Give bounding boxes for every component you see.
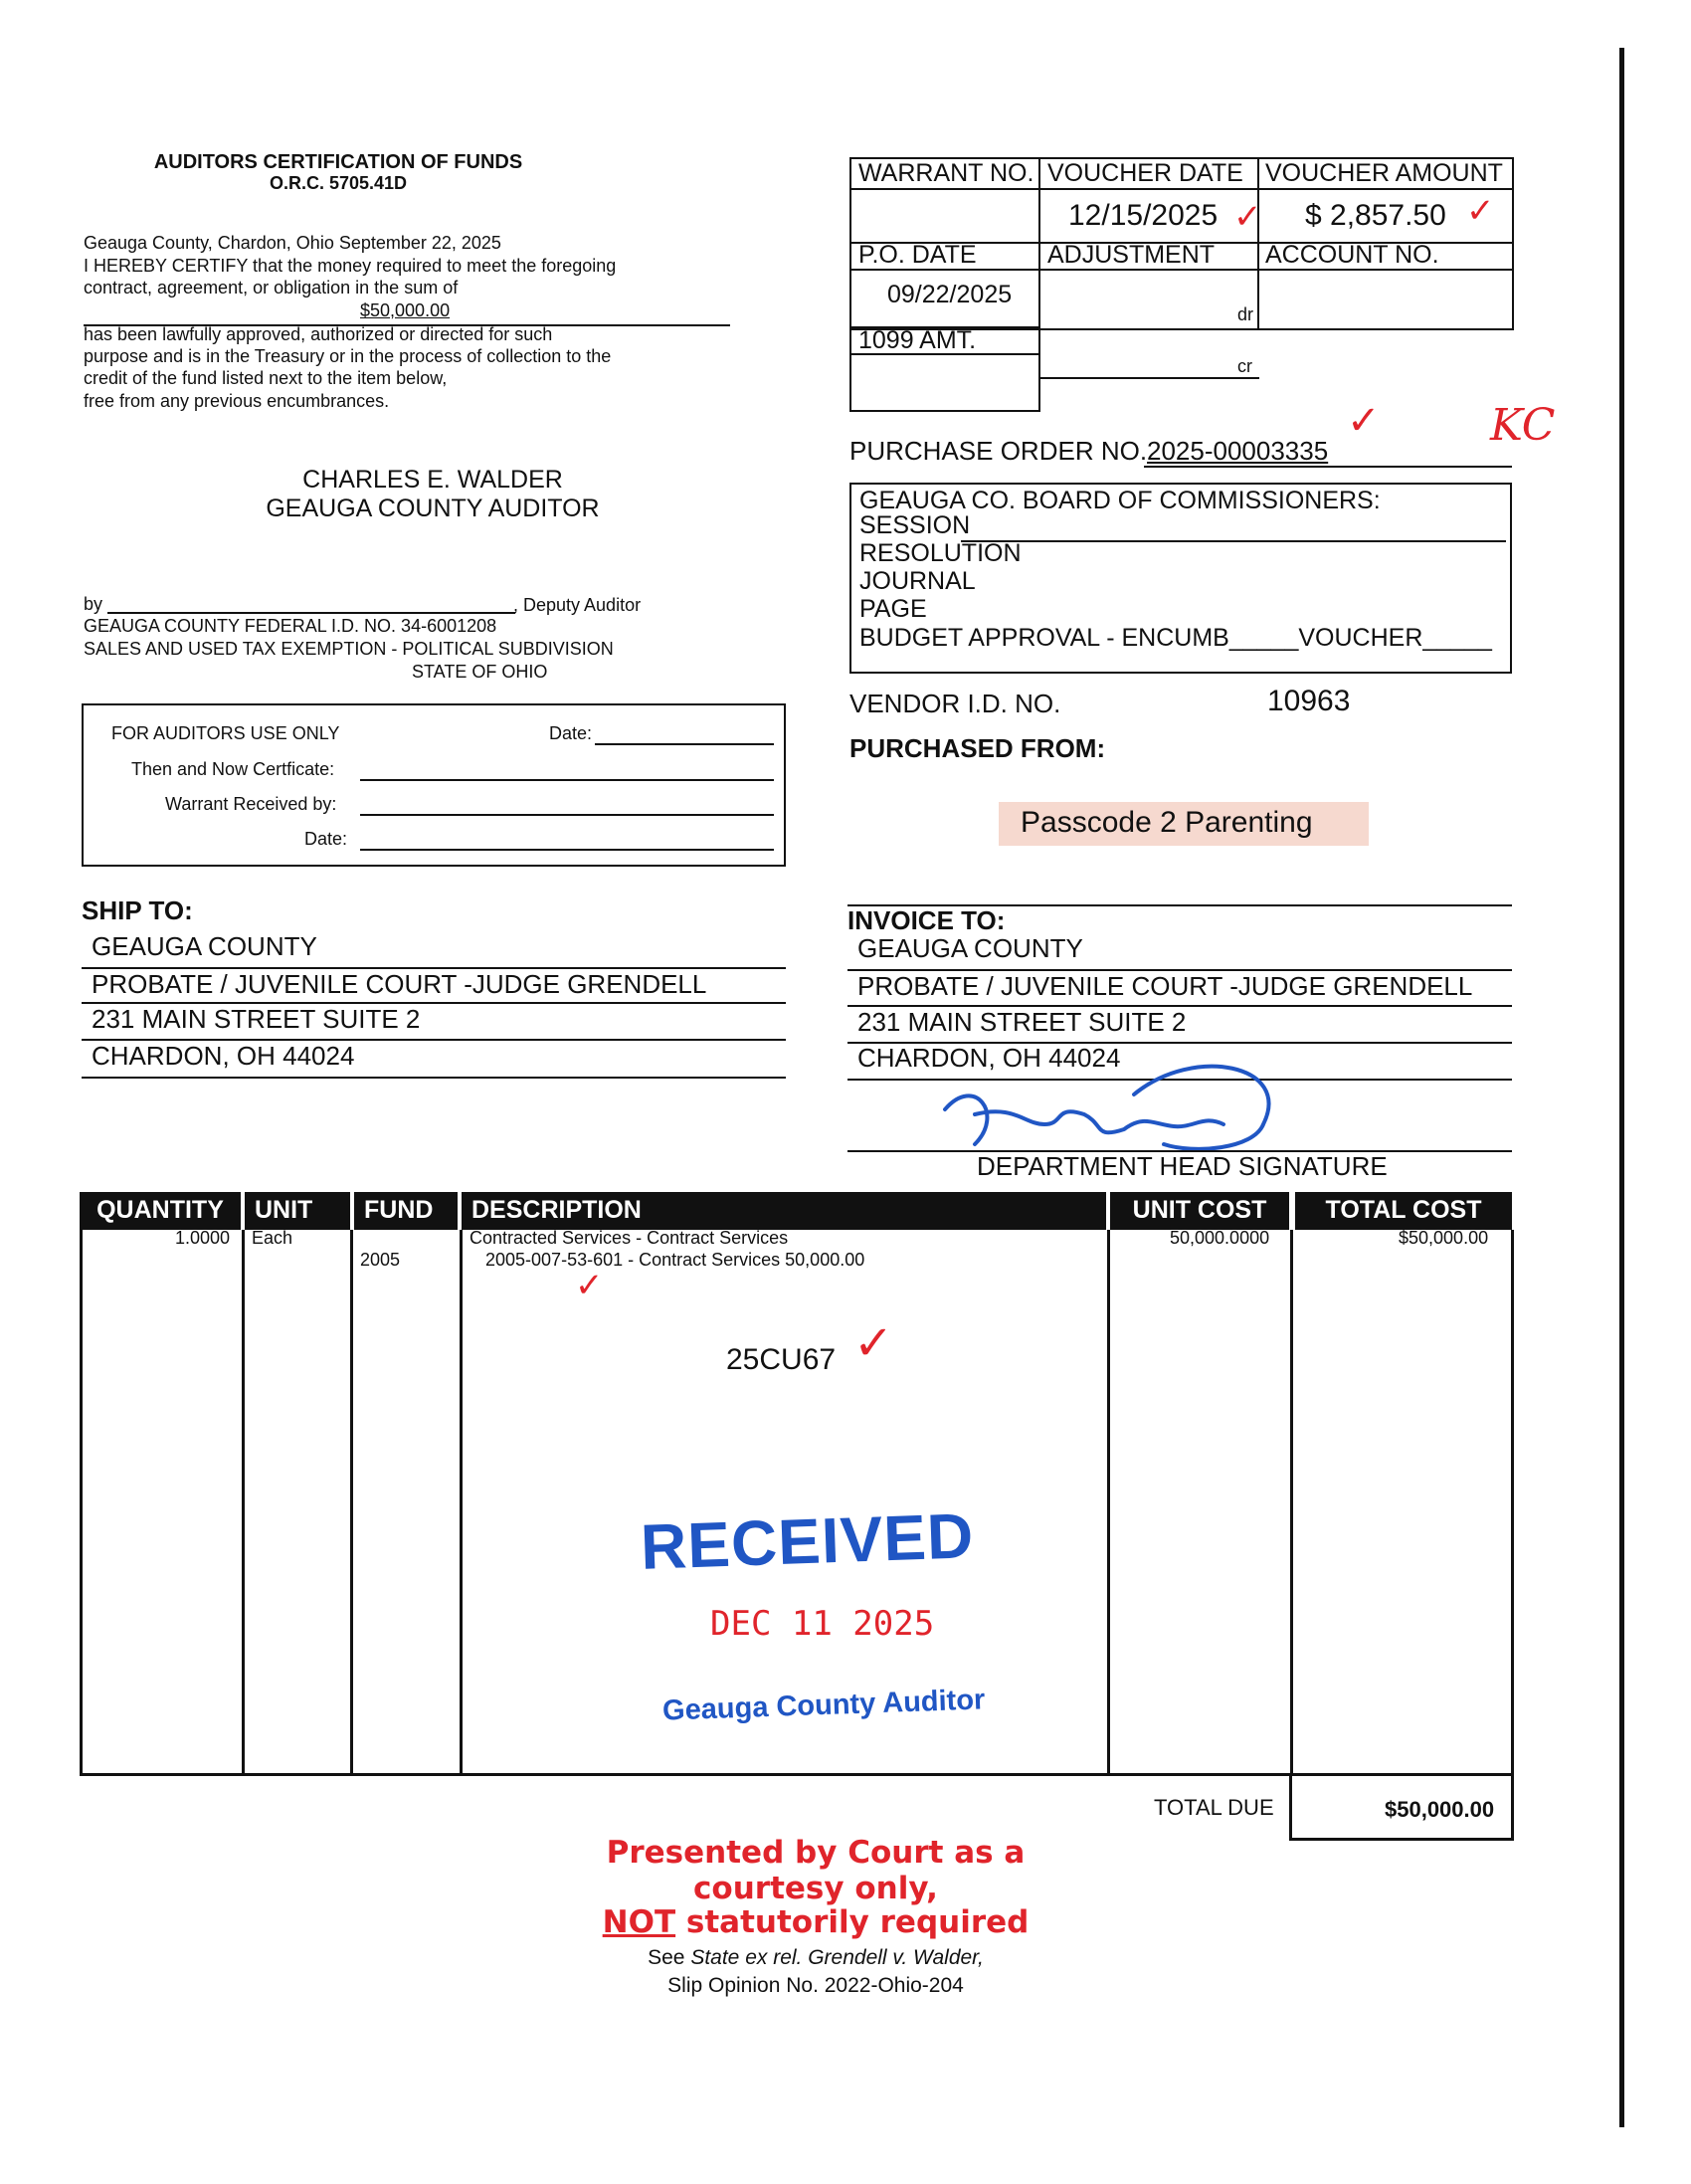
certification-place-date: Geauga County, Chardon, Ohio September 22, 2025 — [84, 233, 501, 253]
item-account-line: 2005-007-53-601 - Contract Services 50,000.00 — [485, 1250, 865, 1270]
voucher-date-label: VOUCHER DATE — [1047, 159, 1243, 187]
header-description: DESCRIPTION — [462, 1192, 1106, 1230]
adjustment-label: ADJUSTMENT — [1047, 241, 1216, 269]
vendor-name: Passcode 2 Parenting — [1021, 806, 1313, 839]
invoice-to-line3: 231 MAIN STREET SUITE 2 — [857, 1007, 1187, 1037]
auditors-use-box — [82, 703, 786, 867]
po-date-value: 09/22/2025 — [887, 281, 1013, 308]
commissioners-session-rule — [961, 540, 1506, 542]
header-quantity: QUANTITY — [80, 1192, 241, 1230]
court-note-not: NOT — [602, 1904, 676, 1940]
vendor-id-label: VENDOR I.D. NO. — [849, 689, 1061, 718]
item-unit-cost: 50,000.0000 — [1170, 1228, 1270, 1248]
commissioners-heading: GEAUGA CO. BOARD OF COMMISSIONERS: — [859, 487, 1381, 514]
certification-amount: $50,000.00 — [360, 300, 451, 320]
ship-to-line1: GEAUGA COUNTY — [92, 931, 317, 961]
court-note-line2: courtesy only, — [693, 1871, 938, 1906]
court-note-case: State ex rel. Grendell v. Walder, — [690, 1946, 984, 1969]
auditor-name: CHARLES E. WALDER — [302, 466, 563, 494]
code-check-mark: ✓ — [853, 1317, 894, 1370]
received-stamp-word: RECEIVED — [639, 1499, 976, 1583]
ship-to-label: SHIP TO: — [82, 895, 193, 925]
received-stamp-office: Geauga County Auditor — [661, 1684, 986, 1727]
auditors-date-label: Date: — [549, 723, 593, 743]
warrant-grid-col2 — [1257, 157, 1259, 330]
item-total-cost: $50,000.00 — [1399, 1228, 1489, 1248]
item-description: Contracted Services - Contract Services — [470, 1228, 789, 1248]
amt-1099-label: 1099 AMT. — [858, 326, 977, 354]
court-note-line1: Presented by Court as a — [606, 1835, 1026, 1871]
account-check-mark: ✓ — [575, 1267, 604, 1304]
court-note-see-line — [557, 1946, 1074, 1970]
certification-line3: has been lawfully approved, authorized or directed for such — [84, 324, 553, 344]
column-fund — [350, 1230, 463, 1775]
certification-line6: free from any previous encumbrances. — [84, 391, 390, 411]
commissioners-journal: JOURNAL — [859, 567, 976, 595]
certification-line2: contract, agreement, or obligation in the sum of — [84, 278, 459, 298]
court-note-see: See — [648, 1946, 691, 1969]
po-date-label: P.O. DATE — [858, 241, 977, 269]
adjustment-cr-line — [1038, 377, 1259, 379]
warrant-received-label: Warrant Received by: — [165, 794, 337, 814]
certification-title: AUDITORS CERTIFICATION OF FUNDS — [153, 151, 523, 173]
then-now-label: Then and Now Certficate: — [131, 759, 335, 779]
cr-label: cr — [1237, 356, 1252, 376]
state-of-ohio: STATE OF OHIO — [412, 662, 548, 682]
purchase-order-rule — [1144, 466, 1512, 468]
invoice-to-line4: CHARDON, OH 44024 — [857, 1043, 1121, 1073]
received-stamp-date: DEC 11 2025 — [710, 1604, 935, 1644]
auditors-date2-label: Date: — [304, 829, 348, 849]
column-quantity — [80, 1230, 245, 1775]
ship-to-line3: 231 MAIN STREET SUITE 2 — [92, 1004, 421, 1034]
court-note-line3-rest: statutorily required — [675, 1904, 1030, 1940]
auditors-use-heading: FOR AUDITORS USE ONLY — [111, 723, 340, 743]
account-no-label: ACCOUNT NO. — [1265, 241, 1439, 269]
handwritten-code: 25CU67 — [726, 1343, 837, 1376]
warrant-grid-row1 — [849, 188, 1514, 190]
then-now-line[interactable] — [360, 779, 774, 781]
header-fund: FUND — [354, 1192, 458, 1230]
scan-edge-line — [1619, 48, 1624, 2127]
warrant-grid-col1 — [1038, 157, 1040, 330]
invoice-to-line2: PROBATE / JUVENILE COURT -JUDGE GRENDELL — [857, 971, 1473, 1001]
certification-subtitle: O.R.C. 5705.41D — [269, 173, 408, 193]
voucher-amount-label: VOUCHER AMOUNT — [1265, 159, 1503, 187]
commissioners-box — [849, 483, 1512, 674]
reviewer-initials: KC — [1490, 400, 1556, 451]
invoice-to-line1: GEAUGA COUNTY — [857, 933, 1083, 963]
voucher-amount-value: $ 2,857.50 — [1305, 199, 1446, 232]
signature-label: DEPARTMENT HEAD SIGNATURE — [977, 1151, 1388, 1181]
purchase-order-number: 2025-00003335 — [1147, 436, 1329, 466]
court-note-line3 — [597, 1904, 1034, 1940]
purchased-from-label: PURCHASED FROM: — [849, 733, 1106, 763]
certification-line4: purpose and is in the Treasury or in the process of collection to the — [84, 346, 612, 366]
header-unit-cost: UNIT COST — [1110, 1192, 1289, 1230]
header-total-cost: TOTAL COST — [1295, 1192, 1512, 1230]
ship-to-line2: PROBATE / JUVENILE COURT -JUDGE GRENDELL — [92, 969, 707, 999]
court-note-citation: Slip Opinion No. 2022-Ohio-204 — [667, 1974, 964, 1997]
header-unit: UNIT — [245, 1192, 350, 1230]
auditor-title: GEAUGA COUNTY AUDITOR — [266, 495, 600, 522]
certification-line1: I HEREBY CERTIFY that the money required to meet the foregoing — [84, 256, 617, 276]
total-due-value: $50,000.00 — [1385, 1797, 1495, 1822]
federal-id: GEAUGA COUNTY FEDERAL I.D. NO. 34-6001208 — [84, 616, 497, 636]
item-fund: 2005 — [360, 1250, 401, 1270]
voucher-amount-check-mark: ✓ — [1466, 192, 1495, 230]
column-total-cost — [1290, 1230, 1514, 1775]
invoice-to-label: INVOICE TO: — [847, 905, 1006, 935]
purchase-order-check-mark: ✓ — [1347, 399, 1381, 443]
ship-to-line4: CHARDON, OH 44024 — [92, 1041, 355, 1071]
column-unit — [242, 1230, 353, 1775]
vendor-id-value: 10963 — [1267, 685, 1351, 717]
auditors-date-line[interactable] — [595, 743, 774, 745]
commissioners-session: SESSION — [859, 511, 971, 539]
commissioners-resolution: RESOLUTION — [859, 539, 1022, 567]
commissioners-page: PAGE — [859, 595, 927, 623]
column-unit-cost — [1107, 1230, 1293, 1775]
auditors-date2-line[interactable] — [360, 849, 774, 851]
tax-exemption: SALES AND USED TAX EXEMPTION - POLITICAL SUBDIVISION — [84, 639, 614, 659]
deputy-label: , Deputy Auditor — [513, 595, 642, 615]
voucher-date-check-mark: ✓ — [1233, 198, 1262, 236]
certification-line5: credit of the fund listed next to the item below, — [84, 368, 448, 388]
voucher-date-value: 12/15/2025 — [1068, 199, 1219, 232]
warrant-received-line[interactable] — [360, 814, 774, 816]
deputy-signature-line — [107, 612, 515, 614]
dr-label: dr — [1237, 304, 1254, 324]
ship-to-rule4 — [82, 1077, 786, 1079]
commissioners-budget: BUDGET APPROVAL - ENCUMB_____VOUCHER_____ — [859, 624, 1492, 652]
by-label: by — [84, 594, 103, 614]
warrant-no-label: WARRANT NO. — [858, 159, 1034, 187]
total-due-label: TOTAL DUE — [1154, 1795, 1274, 1820]
item-unit: Each — [252, 1228, 293, 1248]
purchase-order-label: PURCHASE ORDER NO. — [849, 436, 1148, 466]
item-quantity: 1.0000 — [175, 1228, 231, 1248]
